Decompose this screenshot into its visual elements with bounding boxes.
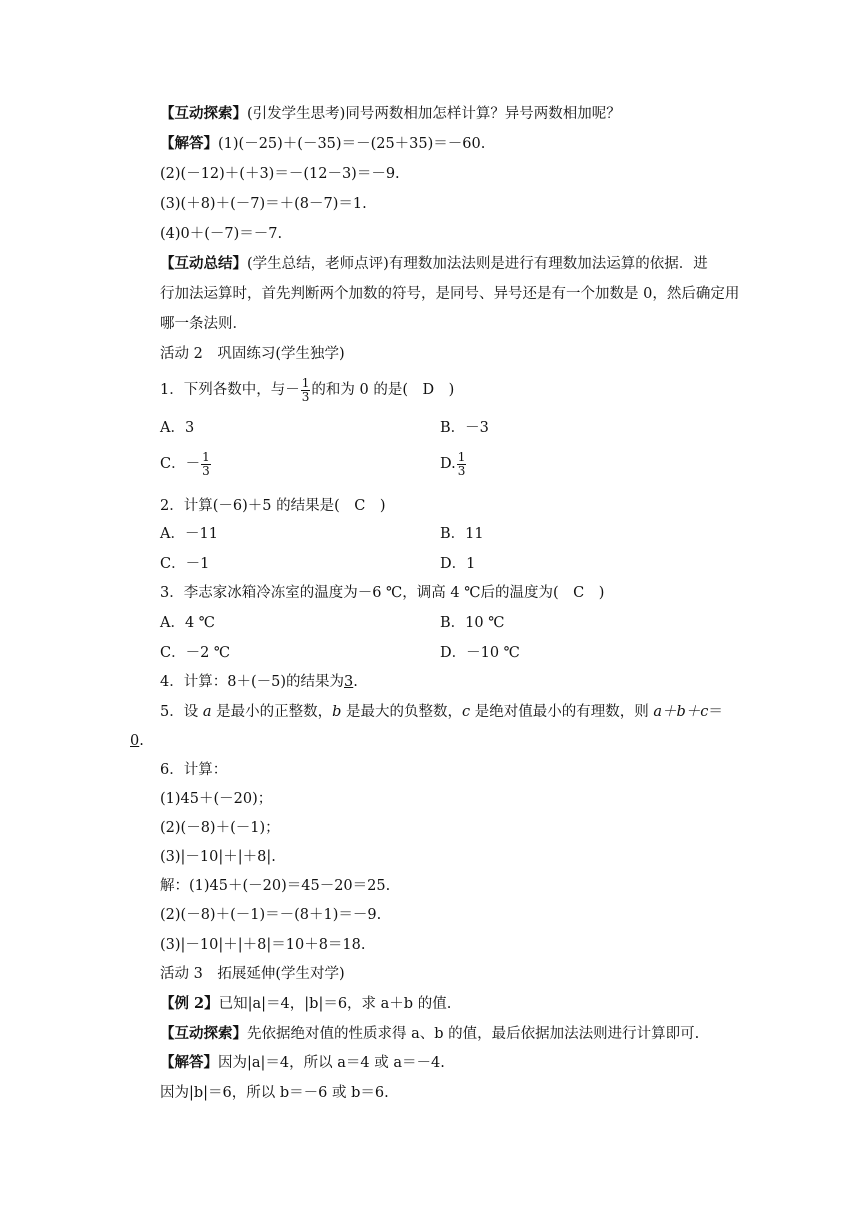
- denominator: 3: [202, 463, 210, 478]
- question-text: 是最小的正整数，: [211, 704, 333, 720]
- numerator: 1: [301, 375, 310, 390]
- body-text: (学生总结，老师点评)有理数加法法则是进行有理数加法运算的依据．进: [247, 256, 708, 272]
- denominator: 3: [457, 463, 466, 478]
- question-text: .: [353, 674, 358, 690]
- variable: b: [332, 704, 342, 720]
- question-5-continued: [130, 731, 144, 751]
- exploration-prompt: [160, 104, 621, 124]
- option-a: A．－11: [160, 526, 218, 542]
- question-text: 是绝对值最小的有理数，则: [470, 704, 654, 720]
- answer-blank: 0: [130, 733, 140, 749]
- section-label: 【解答】: [160, 1054, 218, 1071]
- fraction: [457, 451, 467, 478]
- example-answer-1: [160, 1053, 445, 1073]
- option-label: D.: [440, 456, 456, 472]
- option-a: A．4 ℃: [160, 615, 216, 631]
- question-2: 2．计算(－6)＋5 的结果是( C ): [160, 498, 386, 514]
- option-c: C．－1: [160, 556, 210, 572]
- option-a: A．3: [160, 420, 195, 436]
- answer-line-4: (4)0＋(－7)＝－7.: [160, 226, 283, 242]
- example-exploration: [160, 1024, 699, 1044]
- body-text: 已知|a|＝4，|b|＝6，求 a＋b 的值.: [218, 996, 452, 1012]
- question-text: 5．设: [160, 704, 203, 720]
- summary-line-1: [160, 254, 708, 274]
- option-b: B．11: [440, 526, 484, 542]
- question-6-part-1: (1)45＋(－20)；: [160, 791, 273, 807]
- summary-line-3: 哪一条法则．: [160, 316, 247, 332]
- question-3: 3．李志家冰箱冷冻室的温度为－6 ℃，调高 4 ℃后的温度为( C ): [160, 585, 605, 601]
- question-text: 4．计算：8＋(－5)的结果为: [160, 674, 344, 690]
- option-b: B．－3: [440, 420, 489, 436]
- question-text: .: [139, 733, 144, 749]
- question-6-part-3: (3)|－10|＋|＋8|.: [160, 849, 276, 865]
- section-label: 【例 2】: [160, 995, 219, 1012]
- question-text: ＝: [708, 704, 723, 720]
- variable: a: [202, 704, 212, 720]
- option-b: B．10 ℃: [440, 615, 505, 631]
- section-label: 【互动总结】: [160, 255, 247, 272]
- section-label: 【互动探索】: [160, 1025, 247, 1042]
- numerator: 1: [457, 449, 466, 464]
- question-6-part-2: (2)(－8)＋(－1)；: [160, 820, 280, 836]
- variable: c: [462, 704, 471, 720]
- option-d: [440, 450, 467, 478]
- section-label: 【解答】: [160, 135, 218, 152]
- answer-line-1: [160, 134, 485, 154]
- option-d: D．－10 ℃: [440, 645, 520, 661]
- fraction: [301, 377, 311, 404]
- solution-line-2: (2)(－8)＋(－1)＝－(8＋1)＝－9.: [160, 907, 382, 923]
- section-label: 【互动探索】: [160, 105, 247, 122]
- question-5: [160, 702, 723, 722]
- option-d: D．1: [440, 556, 476, 572]
- question-text: 的和为 0 的是( D ): [311, 382, 455, 398]
- question-6: 6．计算：: [160, 762, 228, 778]
- activity-3-heading: 活动 3 拓展延伸(学生对学): [160, 966, 345, 982]
- body-text: (1)(－25)＋(－35)＝－(25＋35)＝－60.: [218, 136, 486, 152]
- example-answer-2: 因为|b|＝6，所以 b＝－6 或 b＝6.: [160, 1085, 389, 1101]
- answer-line-2: (2)(－12)＋(＋3)＝－(12－3)＝－9.: [160, 166, 400, 182]
- body-text: (引发学生思考)同号两数相加怎样计算？异号两数相加呢？: [247, 106, 621, 122]
- question-4: [160, 672, 358, 692]
- summary-line-2: 行加法运算时，首先判断两个加数的符号，是同号、异号还是有一个加数是 0，然后确定用: [160, 286, 740, 302]
- expression: a＋b＋c: [653, 704, 709, 720]
- body-text: 先依据绝对值的性质求得 a、b 的值，最后依据加法法则进行计算即可.: [247, 1026, 700, 1042]
- question-text: 是最大的负整数，: [341, 704, 463, 720]
- fraction: [201, 451, 211, 478]
- answer-blank: 3: [344, 674, 354, 690]
- body-text: 因为|a|＝4，所以 a＝4 或 a＝－4.: [218, 1055, 445, 1071]
- solution-line-1: 解：(1)45＋(－20)＝45－20＝25.: [160, 878, 391, 894]
- denominator: 3: [301, 389, 310, 404]
- option-label: C．－: [160, 456, 201, 472]
- option-c: C．－2 ℃: [160, 645, 231, 661]
- answer-line-3: (3)(＋8)＋(－7)＝＋(8－7)＝1.: [160, 196, 367, 212]
- question-text: 1．下列各数中，与－: [160, 382, 300, 398]
- example-2: [160, 994, 451, 1014]
- solution-line-3: (3)|－10|＋|＋8|＝10＋8＝18.: [160, 937, 366, 953]
- question-1: [160, 376, 454, 404]
- numerator: 1: [202, 449, 210, 464]
- option-c: [160, 450, 212, 478]
- activity-2-heading: 活动 2 巩固练习(学生独学): [160, 346, 345, 362]
